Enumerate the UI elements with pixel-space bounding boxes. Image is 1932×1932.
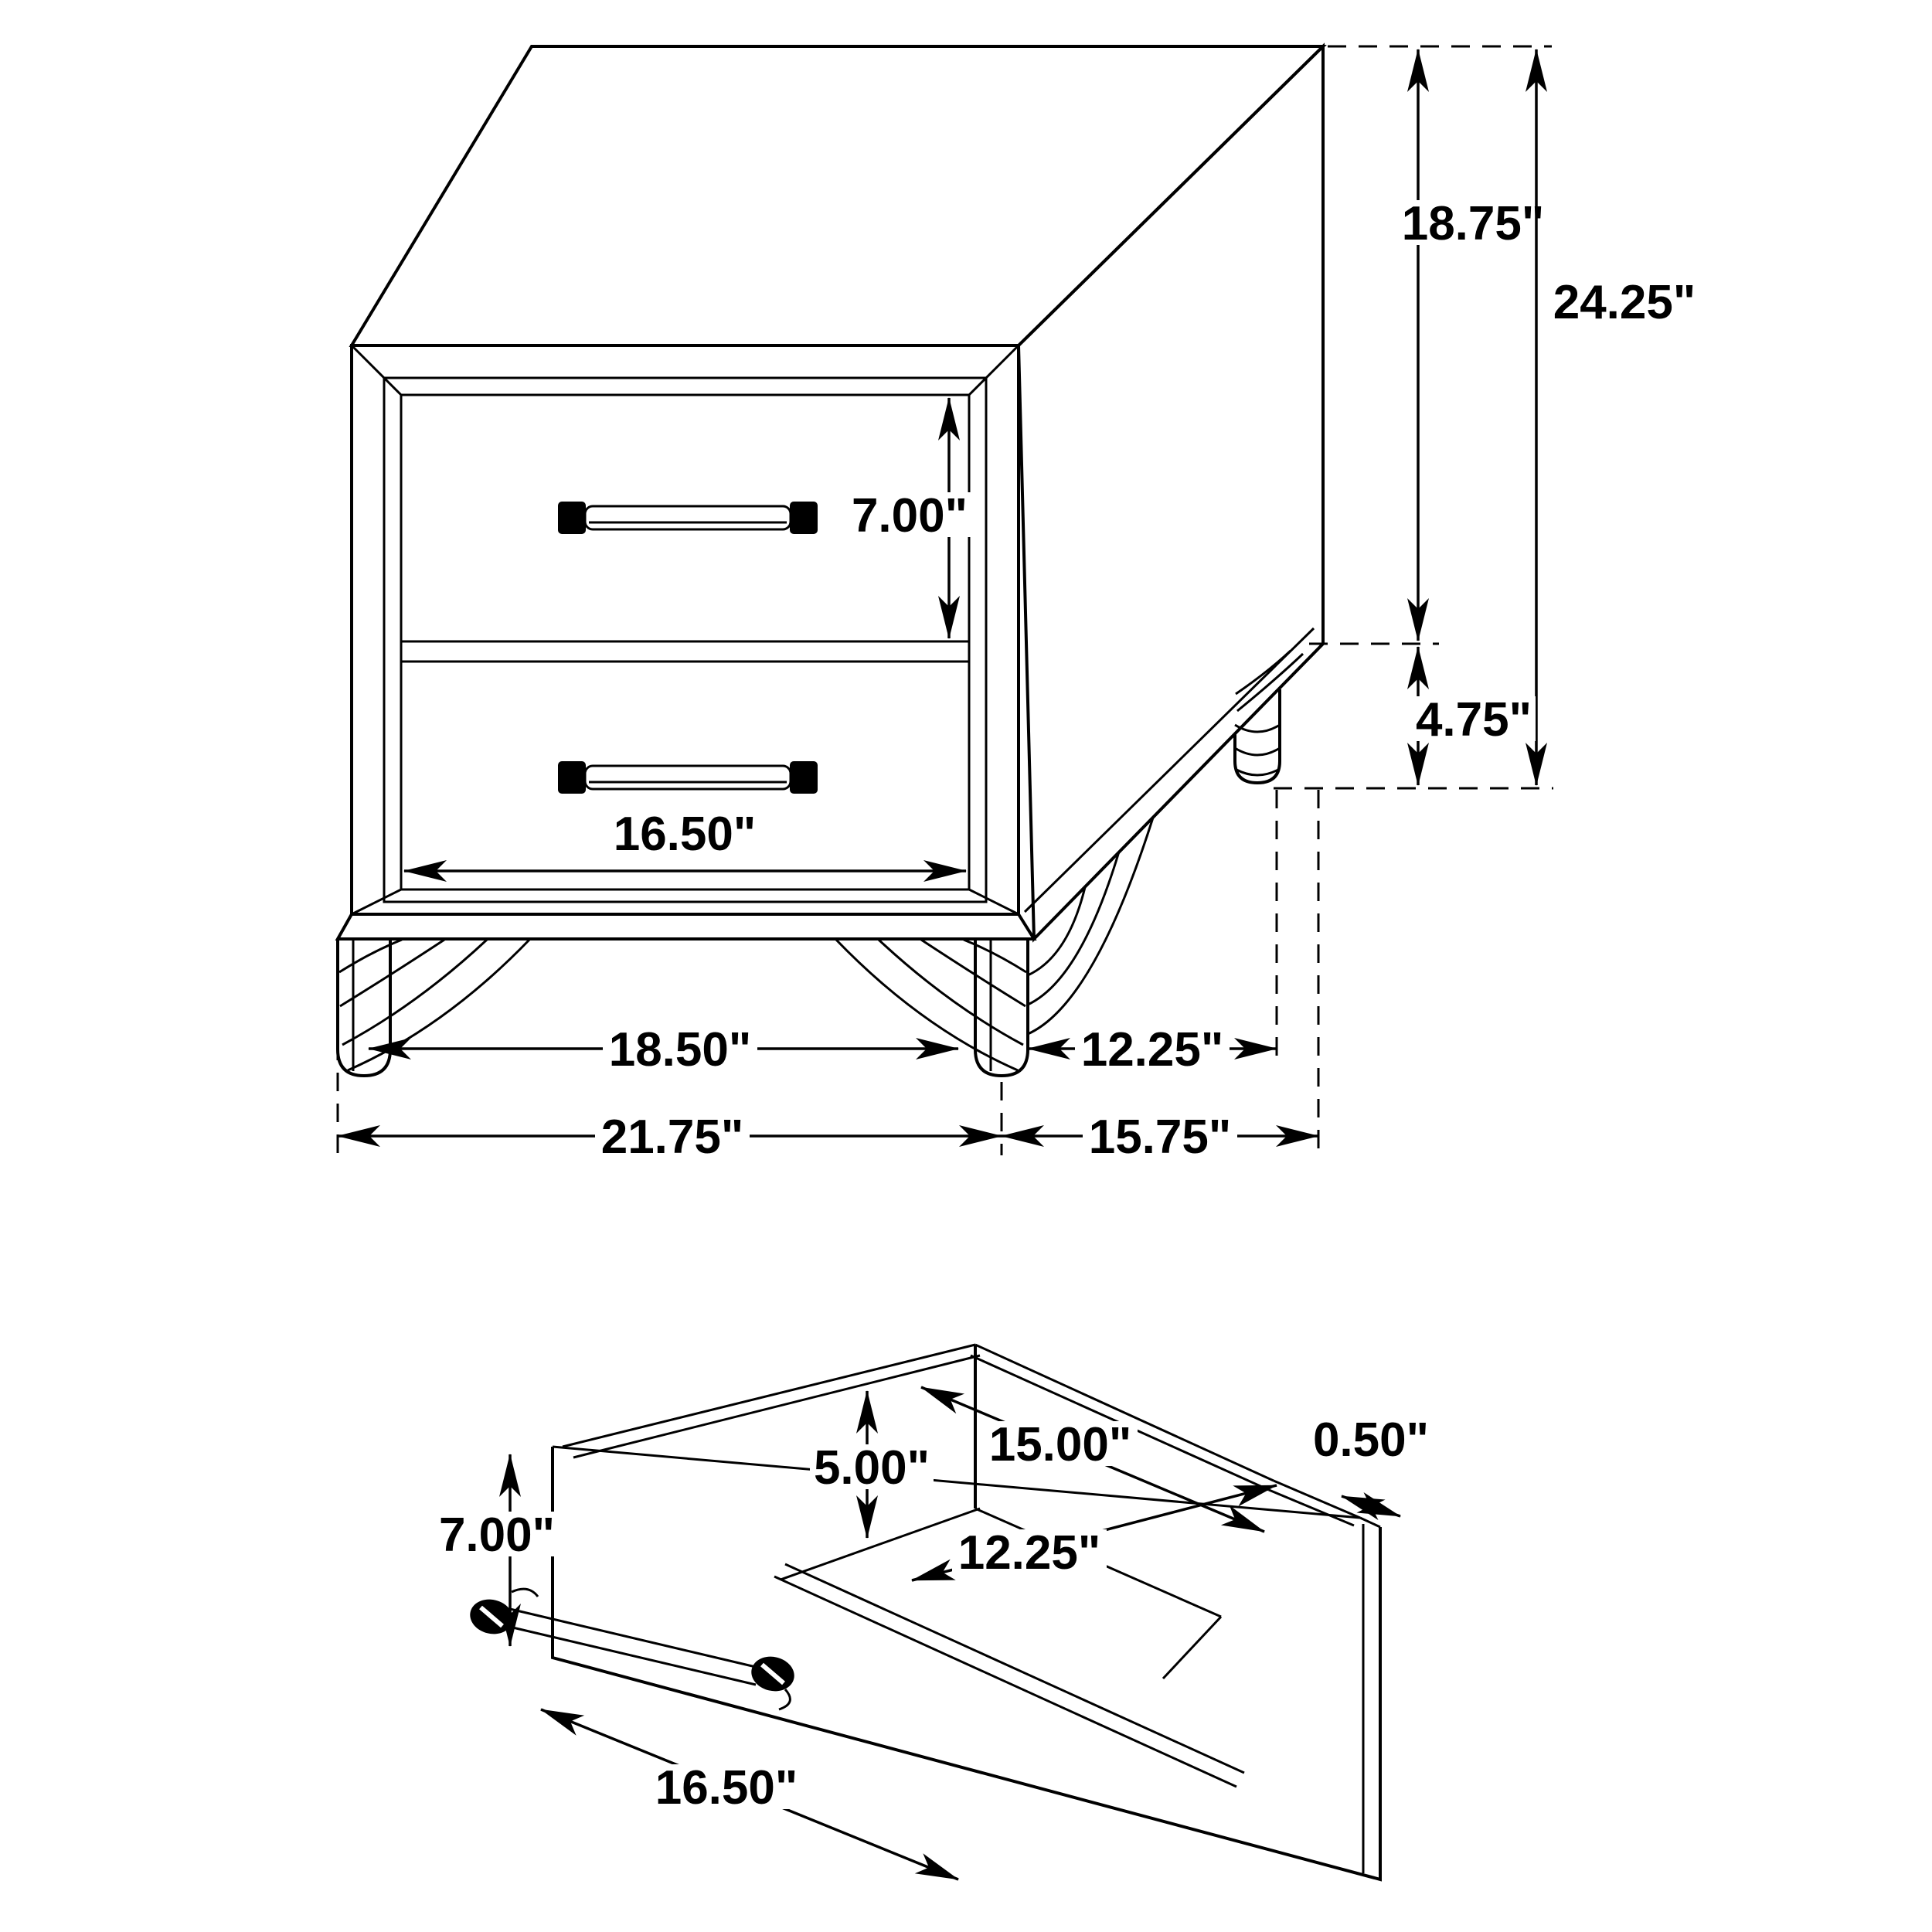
handle-bar <box>585 506 791 529</box>
drawer-isometric-view <box>435 1345 1429 1879</box>
back-right-leg-rings <box>1235 725 1280 775</box>
back-right-leg <box>1235 689 1280 783</box>
dim-drawer-face-height <box>848 398 971 638</box>
dim-label-front-height: 7.00" <box>438 1509 556 1562</box>
handle-post-highlights <box>481 1607 784 1683</box>
dim-label-interior-width: 12.25" <box>957 1526 1101 1580</box>
dim-carcase-height <box>1396 49 1550 641</box>
handle-right-cap <box>790 502 818 534</box>
handle-right-cap <box>790 761 818 794</box>
dim-label-overall-depth: 15.75" <box>1088 1111 1232 1164</box>
handle-bar <box>585 766 791 789</box>
dim-front-panel-thickness <box>1313 1413 1429 1516</box>
drawer-front-panel-top-edge <box>553 1447 1360 1518</box>
dim-interior-height <box>810 1391 934 1538</box>
dim-overall-height <box>1536 49 1702 785</box>
dim-label-overall-width: 21.75" <box>600 1111 744 1164</box>
dim-label-front-width: 16.50" <box>655 1761 798 1815</box>
dim-label-side-leg-spacing: 12.25" <box>1080 1023 1224 1077</box>
dim-label-front-panel-thickness: 0.50" <box>1312 1413 1430 1467</box>
top-drawer-handle <box>558 502 818 534</box>
handle-left-cap <box>558 502 586 534</box>
front-wall-interior-edges <box>774 1564 1244 1787</box>
drawer-divider <box>401 641 969 662</box>
dim-overall-width <box>338 1111 1002 1164</box>
dim-front-leg-spacing <box>369 1023 958 1077</box>
dim-drawer-face-width <box>404 808 966 871</box>
handle-left-cap <box>558 761 586 794</box>
front-right-leg-sleeve <box>836 940 1026 1070</box>
front-left-leg <box>338 939 390 1076</box>
bottom-drawer-handle <box>558 761 818 794</box>
dim-label-front-leg-spacing: 18.50" <box>608 1023 752 1077</box>
dim-label-drawer-face-height: 7.00" <box>851 489 968 543</box>
handle-bar <box>506 1609 759 1685</box>
dim-label-interior-depth: 15.00" <box>988 1418 1132 1471</box>
dim-side-leg-spacing <box>1028 1023 1277 1077</box>
back-right-leg-sleeve <box>1236 651 1303 711</box>
dim-label-leg-height: 4.75" <box>1415 693 1532 747</box>
front-right-leg <box>975 939 1028 1076</box>
dim-leg-height <box>1412 647 1536 785</box>
front-left-leg-sleeve <box>339 940 529 1070</box>
dim-overall-depth <box>1002 1111 1318 1164</box>
dim-label-interior-height: 5.00" <box>813 1441 930 1495</box>
right-wall-top-edges <box>1269 1481 1360 1526</box>
drawer-handle <box>467 1589 798 1709</box>
cabinet-top-face <box>352 46 1323 345</box>
nightstand-isometric-view <box>338 46 1702 1164</box>
cabinet-plinth <box>338 914 1034 939</box>
dim-label-overall-height: 24.25" <box>1553 276 1696 329</box>
dim-label-drawer-face-width: 16.50" <box>613 808 757 861</box>
dim-interior-width <box>912 1485 1277 1580</box>
dim-label-carcase-height: 18.75" <box>1401 197 1545 250</box>
dim-front-width <box>541 1709 958 1879</box>
cabinet-side-base-line <box>1025 628 1314 912</box>
